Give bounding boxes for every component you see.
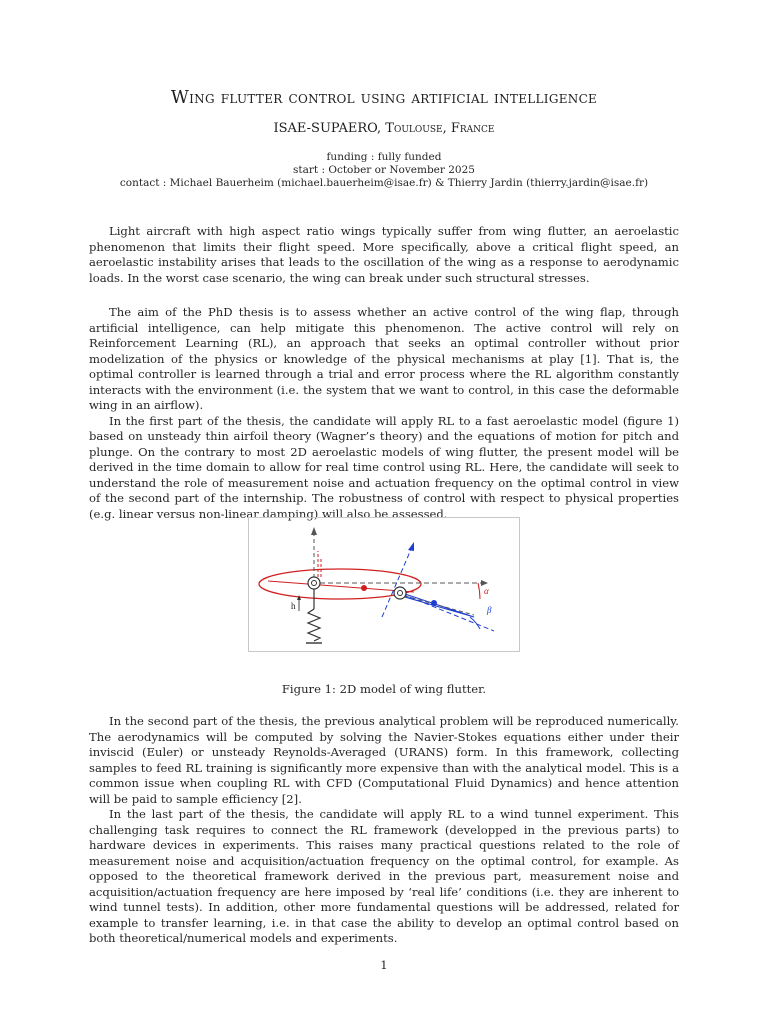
document-title: Wing flutter control using artificial intelligence [170, 88, 598, 108]
beta-label: β [487, 605, 492, 615]
flap-cg-marker [431, 600, 437, 606]
hinge-pivot [394, 587, 406, 599]
aim-paragraph: The aim of the PhD thesis is to assess whether an active control of the wing flap, through artificial intelligence, can help mitigate this phenomenon. The active control will rely on Reinforcement Learning (RL), an approach that seeks an optimal controller without prior modelization of the physics or knowledge of the physical mechanisms at play [1]. That is, the optimal controller is learned through a trial and error process where the RL algorithm constantly interacts with the environment (i.e. the system that we want to control, in this case the deformable wing in an airflow). [89, 305, 679, 412]
start-line: start : October or November 2025 [293, 164, 475, 176]
beta-arc [470, 617, 480, 629]
flap-outline [402, 593, 474, 617]
pitch-line [382, 547, 412, 617]
figure-caption: Figure 1: 2D model of wing flutter. [281, 682, 487, 696]
later-parts-section [89, 714, 679, 947]
position-details [0, 151, 768, 190]
elastic-axis-pivot [308, 577, 320, 589]
alpha-label: α [484, 586, 489, 596]
flutter-diagram [248, 517, 520, 652]
wing-flutter-figure [248, 517, 520, 652]
intro-paragraph: Light aircraft with high aspect ratio wings typically suffer from wing flutter, an aeroelastic phenomenon that limits their flight speed. More specifically, above a critical flight speed, an aeroelastic instability arises that leads to the oscillation of the wing as a response to aerodynamic loads. In the worst case scenario, the wing can break under such structural stresses. [89, 224, 679, 285]
page-number: 1 [380, 958, 388, 972]
funding-line: funding : fully funded [326, 151, 442, 163]
spring-coil [308, 609, 320, 641]
affiliation: ISAE-SUPAERO, Toulouse, France [273, 121, 495, 136]
alpha-arc [478, 583, 480, 599]
pitch-arrowhead [408, 542, 414, 551]
airfoil-cg-marker [361, 585, 367, 591]
flap-reference-line [405, 596, 474, 615]
contact-line: contact : Michael Bauerheim (michael.bauerheim@isae.fr) & Thierry Jardin (thierry.jardin@isae.fr) [119, 177, 649, 189]
part3-paragraph: In the last part of the thesis, the candidate will apply RL to a wind tunnel experiment. This challenging task requires to connect the RL framework (developped in the previous parts) to hardware devices in experiments. This raises many practical questions related to the role of measurement noise and acquisition/actuation frequency on the optimal control, for example. As opposed to the theoretical framework derived in the previous part, measurement noise and acquisition/actuation frequency are here imposed by ‘real life’ conditions (i.e. they are inherent to wind tunnel tests). In addition, other more fundamental questions will be addressed, related for example to transfer learning, i.e. in that case the ability to develop an optimal control based on both theoretical/numerical models and experiments. [89, 807, 679, 945]
aim-section [89, 305, 679, 522]
vertical-arrowhead [311, 527, 317, 535]
part2-paragraph: In the second part of the thesis, the previous analytical problem will be reproduced numerically. The aerodynamics will be computed by solving the Navier-Stokes equations either under their inviscid (Euler) or unsteady Reynolds-Averaged (URANS) form. In this framework, collecting samples to feed RL training is significantly more expensive than with the analytical model. This is a common issue when coupling RL with CFD (Computational Fluid Dynamics) and hence attention will be paid to sample efficiency [2]. [89, 714, 679, 806]
intro-section [89, 224, 679, 286]
part1-paragraph: In the first part of the thesis, the candidate will apply RL to a fast aeroelastic model (figure 1) based on unsteady thin airfoil theory (Wagner’s theory) and the equations of motion for pitch and plunge. On the contrary to most 2D aeroelastic models of wing flutter, the present model will be derived in the time domain to allow for real time control using RL. Here, the candidate will seek to understand the role of measurement noise and actuation frequency on the optimal control in view of the second part of the internship. The robustness of control with respect to physical properties (e.g. linear versus non-linear damping) will also be assessed. [89, 413, 679, 521]
h-label: h [291, 601, 296, 611]
flap-deflection-line [402, 594, 494, 631]
